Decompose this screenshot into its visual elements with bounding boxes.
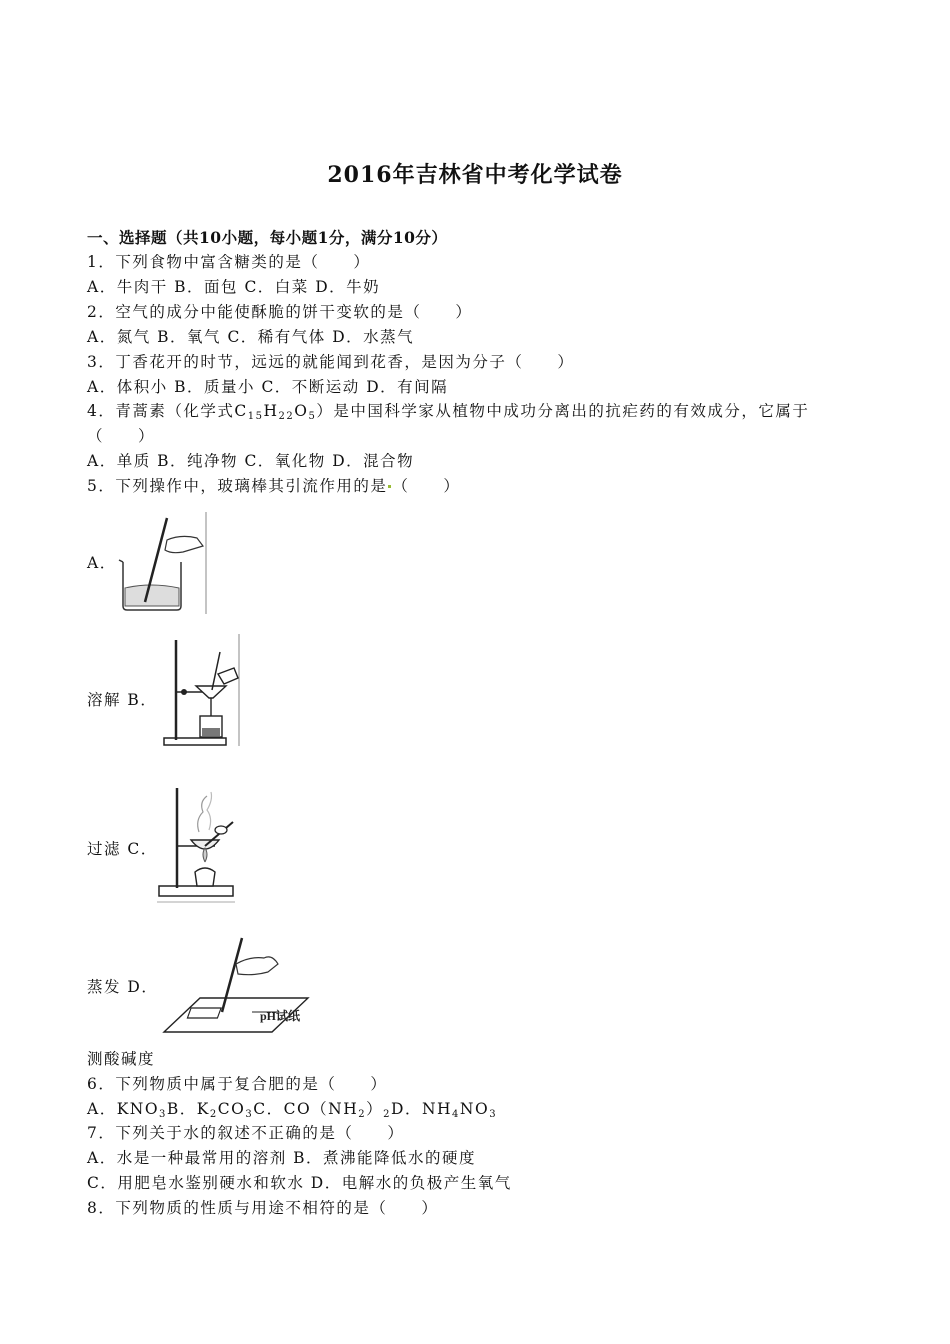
question-7-options-cd: C．用肥皂水鉴别硬水和软水 D．电解水的负极产生氧气: [87, 1174, 512, 1192]
question-4-cont: （ ）: [87, 427, 156, 445]
question-4-options: A．单质 B．纯净物 C．氧化物 D．混合物: [87, 452, 415, 470]
option-b-label: 溶解 B．: [87, 691, 158, 709]
filtration-figure: [160, 632, 242, 748]
question-3-options: A．体积小 B．质量小 C．不断运动 D．有间隔: [87, 378, 449, 396]
page-title: 2016年吉林省中考化学试卷: [327, 162, 623, 188]
question-7-options-ab: A．水是一种最常用的溶剂 B．煮沸能降低水的硬度: [87, 1149, 477, 1167]
option-d-label: 蒸发 D．: [87, 978, 159, 996]
section-heading: 一、选择题（共10小题，每小题1分，满分10分）: [87, 228, 448, 247]
stirring-figure: [113, 510, 213, 616]
question-7: 7．下列关于水的叙述不正确的是（ ）: [87, 1124, 405, 1142]
question-2: 2．空气的成分中能使酥脆的饼干变软的是（ ）: [87, 303, 473, 321]
option-a-label: A．: [87, 554, 117, 572]
ph-test-figure: [160, 934, 312, 1034]
question-4: 4．青蒿素（化学式$C_{15}H_{22}O_5$）是中国科学家从植物中成功分离出的抗疟药的有效成分，它属于: [87, 402, 810, 422]
question-6-options: A．$KNO_3B$．$K_2CO_3C$．$CO(NH_2)_2D$．$NH_4NO_3$: [87, 1100, 498, 1120]
ph-paper-label: pH试纸: [260, 1009, 301, 1023]
question-3: 3．丁香花开的时节，远远的就能闻到花香，是因为分子（ ）: [87, 353, 575, 371]
option-c-label: 过滤 C．: [87, 840, 158, 858]
question-5-tail: 测酸碱度: [87, 1050, 156, 1068]
question-2-options: A．氮气 B．氧气 C．稀有气体 D．水蒸气: [87, 328, 415, 346]
question-8: 8．下列物质的性质与用途不相符的是（ ）: [87, 1199, 439, 1217]
evaporation-figure: [155, 782, 237, 904]
question-1-options: A．牛肉干 B．面包 C．白菜 D．牛奶: [87, 278, 381, 296]
question-1: 1．下列食物中富含糖类的是（ ）: [87, 253, 371, 271]
question-5: 5．下列操作中，玻璃棒其引流作用的是 （ ）: [87, 477, 461, 495]
question-6: 6．下列物质中属于复合肥的是（ ）: [87, 1075, 388, 1093]
